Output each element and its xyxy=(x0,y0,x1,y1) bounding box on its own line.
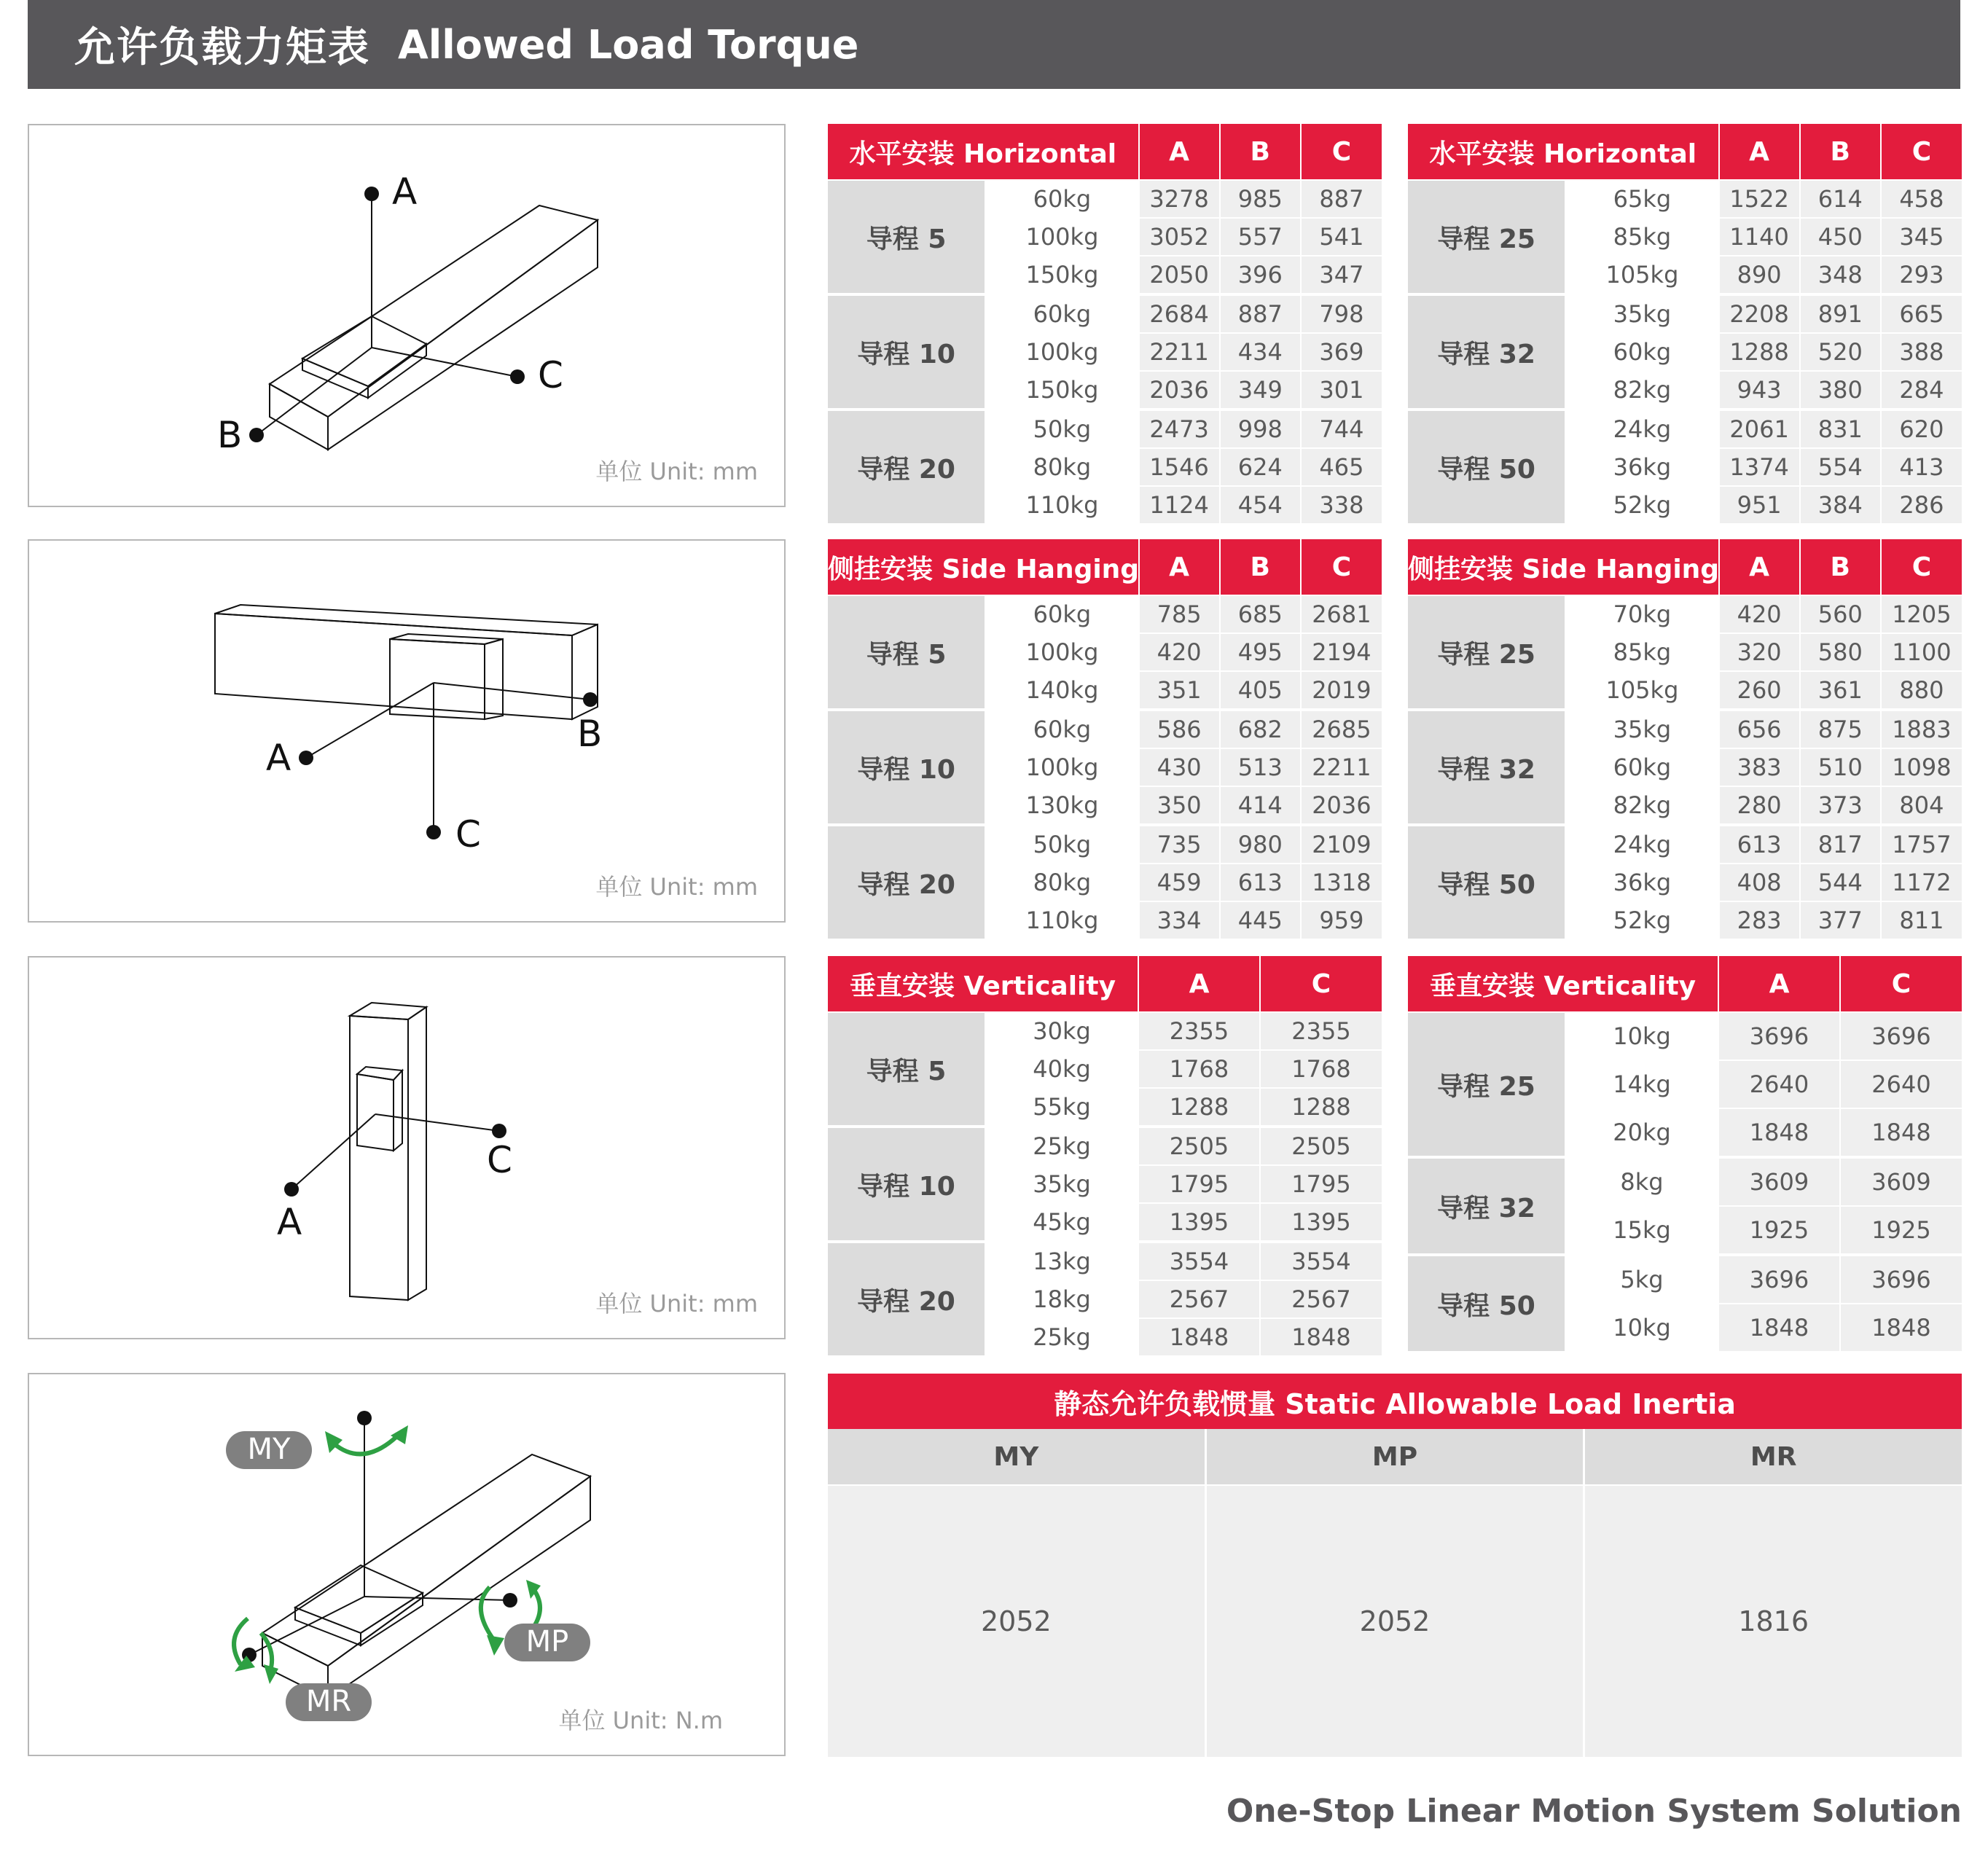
table-row xyxy=(1408,1157,1962,1206)
vertical-rail-drawing xyxy=(29,958,787,1341)
table-side-left xyxy=(828,539,1382,939)
load-cell: 50kg xyxy=(985,825,1138,864)
lead-cell: 导程 25 xyxy=(1408,595,1565,710)
value-cell: 2567 xyxy=(1138,1280,1260,1318)
value-cell: 1546 xyxy=(1139,448,1220,486)
load-cell: 80kg xyxy=(985,864,1138,901)
value-cell: 2211 xyxy=(1301,748,1382,786)
value-cell: 1288 xyxy=(1138,1088,1260,1127)
axis-label-b: B xyxy=(217,414,243,456)
column-header-b: B xyxy=(1800,539,1881,595)
lead-cell: 导程 50 xyxy=(1408,1255,1565,1351)
value-cell: 943 xyxy=(1719,371,1800,410)
value-cell: 985 xyxy=(1220,180,1301,218)
value-cell: 345 xyxy=(1881,218,1962,256)
lead-cell: 导程 10 xyxy=(828,710,985,825)
value-cell: 301 xyxy=(1301,371,1382,410)
load-cell: 150kg xyxy=(985,256,1138,294)
load-cell: 52kg xyxy=(1565,486,1718,523)
banner-title-en: Allowed Load Torque xyxy=(398,21,859,68)
value-cell: 3696 xyxy=(1718,1012,1840,1060)
load-cell: 5kg xyxy=(1565,1255,1718,1304)
table-row xyxy=(1408,825,1962,864)
lead-cell: 导程 10 xyxy=(828,1127,985,1242)
load-cell: 35kg xyxy=(1565,294,1718,333)
table-row xyxy=(1408,410,1962,448)
value-cell: 1883 xyxy=(1881,710,1962,748)
value-cell: 513 xyxy=(1220,748,1301,786)
value-cell: 1848 xyxy=(1718,1108,1840,1157)
value-cell: 785 xyxy=(1139,595,1220,633)
column-header-a: A xyxy=(1719,539,1800,595)
value-cell: 1124 xyxy=(1139,486,1220,523)
lead-cell: 导程 5 xyxy=(828,180,985,294)
value-cell: 1848 xyxy=(1260,1318,1382,1355)
table-title: 垂直安装 Verticality xyxy=(828,956,1138,1012)
load-cell: 105kg xyxy=(1565,671,1718,710)
value-cell: 1768 xyxy=(1138,1050,1260,1088)
value-cell: 388 xyxy=(1881,333,1962,371)
value-cell: 3696 xyxy=(1840,1012,1962,1060)
inertia-value-my: 2052 xyxy=(828,1486,1205,1757)
value-cell: 1925 xyxy=(1840,1206,1962,1255)
value-cell: 2036 xyxy=(1301,786,1382,825)
value-cell: 798 xyxy=(1301,294,1382,333)
inertia-header-my: MY xyxy=(828,1429,1205,1484)
column-header-c: C xyxy=(1260,956,1382,1012)
load-cell: 35kg xyxy=(985,1165,1138,1203)
value-cell: 682 xyxy=(1220,710,1301,748)
value-cell: 350 xyxy=(1139,786,1220,825)
load-cell: 15kg xyxy=(1565,1206,1718,1255)
value-cell: 1522 xyxy=(1719,180,1800,218)
value-cell: 380 xyxy=(1800,371,1881,410)
load-cell: 13kg xyxy=(985,1242,1138,1280)
load-cell: 8kg xyxy=(1565,1157,1718,1206)
value-cell: 614 xyxy=(1800,180,1881,218)
axis-label-a: A xyxy=(266,737,291,779)
load-cell: 82kg xyxy=(1565,786,1718,825)
column-header-a: A xyxy=(1139,539,1220,595)
value-cell: 2681 xyxy=(1301,595,1382,633)
value-cell: 817 xyxy=(1800,825,1881,864)
value-cell: 1172 xyxy=(1881,864,1962,901)
load-cell: 60kg xyxy=(985,180,1138,218)
load-cell: 52kg xyxy=(1565,901,1718,939)
lead-cell: 导程 32 xyxy=(1408,710,1565,825)
value-cell: 293 xyxy=(1881,256,1962,294)
inertia-header-mr: MR xyxy=(1583,1429,1962,1484)
value-cell: 396 xyxy=(1220,256,1301,294)
value-cell: 2194 xyxy=(1301,633,1382,671)
moment-label-mr: MR xyxy=(305,1685,352,1718)
load-cell: 36kg xyxy=(1565,448,1718,486)
value-cell: 951 xyxy=(1719,486,1800,523)
load-cell: 105kg xyxy=(1565,256,1718,294)
table-horizontal-right xyxy=(1408,124,1962,523)
column-header-c: C xyxy=(1301,539,1382,595)
table-horizontal-left xyxy=(828,124,1382,523)
value-cell: 541 xyxy=(1301,218,1382,256)
value-cell: 3696 xyxy=(1840,1255,1962,1304)
load-cell: 80kg xyxy=(985,448,1138,486)
value-cell: 620 xyxy=(1881,410,1962,448)
value-cell: 286 xyxy=(1881,486,1962,523)
value-cell: 3696 xyxy=(1718,1255,1840,1304)
value-cell: 465 xyxy=(1301,448,1382,486)
side-rail-drawing xyxy=(29,541,787,924)
value-cell: 887 xyxy=(1301,180,1382,218)
load-cell: 60kg xyxy=(1565,748,1718,786)
value-cell: 2208 xyxy=(1719,294,1800,333)
value-cell: 450 xyxy=(1800,218,1881,256)
lead-cell: 导程 25 xyxy=(1408,1012,1565,1157)
value-cell: 3609 xyxy=(1840,1157,1962,1206)
value-cell: 413 xyxy=(1881,448,1962,486)
footer-slogan: One-Stop Linear Motion System Solution xyxy=(1226,1793,1962,1830)
load-cell: 82kg xyxy=(1565,371,1718,410)
unit-note: 单位 Unit: mm xyxy=(595,458,758,485)
column-header-a: A xyxy=(1139,124,1220,180)
unit-note: 单位 Unit: mm xyxy=(595,1290,758,1317)
column-header-a: A xyxy=(1718,956,1840,1012)
value-cell: 420 xyxy=(1719,595,1800,633)
value-cell: 613 xyxy=(1220,864,1301,901)
load-cell: 85kg xyxy=(1565,633,1718,671)
value-cell: 383 xyxy=(1719,748,1800,786)
load-cell: 70kg xyxy=(1565,595,1718,633)
value-cell: 458 xyxy=(1881,180,1962,218)
load-cell: 140kg xyxy=(985,671,1138,710)
value-cell: 2473 xyxy=(1139,410,1220,448)
diagram-moment xyxy=(28,1373,786,1756)
value-cell: 373 xyxy=(1800,786,1881,825)
load-cell: 35kg xyxy=(1565,710,1718,748)
value-cell: 420 xyxy=(1139,633,1220,671)
column-header-a: A xyxy=(1719,124,1800,180)
inertia-header-row xyxy=(828,1429,1962,1484)
value-cell: 735 xyxy=(1139,825,1220,864)
load-cell: 60kg xyxy=(985,294,1138,333)
value-cell: 2050 xyxy=(1139,256,1220,294)
value-cell: 2211 xyxy=(1139,333,1220,371)
value-cell: 2567 xyxy=(1260,1280,1382,1318)
load-cell: 85kg xyxy=(1565,218,1718,256)
inertia-value-mp: 2052 xyxy=(1205,1486,1584,1757)
value-cell: 1374 xyxy=(1719,448,1800,486)
load-cell: 45kg xyxy=(985,1203,1138,1242)
load-cell: 40kg xyxy=(985,1050,1138,1088)
value-cell: 2036 xyxy=(1139,371,1220,410)
value-cell: 1925 xyxy=(1718,1206,1840,1255)
value-cell: 1395 xyxy=(1138,1203,1260,1242)
value-cell: 1848 xyxy=(1718,1304,1840,1351)
lead-cell: 导程 25 xyxy=(1408,180,1565,294)
value-cell: 544 xyxy=(1800,864,1881,901)
value-cell: 1848 xyxy=(1138,1318,1260,1355)
value-cell: 349 xyxy=(1220,371,1301,410)
value-cell: 2019 xyxy=(1301,671,1382,710)
value-cell: 384 xyxy=(1800,486,1881,523)
value-cell: 998 xyxy=(1220,410,1301,448)
value-cell: 361 xyxy=(1800,671,1881,710)
value-cell: 586 xyxy=(1139,710,1220,748)
column-header-c: C xyxy=(1881,124,1962,180)
axis-label-a: A xyxy=(277,1201,302,1243)
value-cell: 613 xyxy=(1719,825,1800,864)
value-cell: 554 xyxy=(1800,448,1881,486)
value-cell: 890 xyxy=(1719,256,1800,294)
load-cell: 60kg xyxy=(1565,333,1718,371)
axis-label-a: A xyxy=(392,171,418,213)
value-cell: 2505 xyxy=(1138,1127,1260,1165)
table-title: 垂直安装 Verticality xyxy=(1408,956,1718,1012)
table-title: 侧挂安装 Side Hanging xyxy=(828,539,1139,595)
value-cell: 454 xyxy=(1220,486,1301,523)
table-row xyxy=(1408,1255,1962,1304)
load-cell: 10kg xyxy=(1565,1304,1718,1351)
value-cell: 351 xyxy=(1139,671,1220,710)
load-cell: 55kg xyxy=(985,1088,1138,1127)
load-cell: 100kg xyxy=(985,218,1138,256)
table-row xyxy=(1408,1012,1962,1060)
table-row xyxy=(1408,180,1962,218)
value-cell: 2684 xyxy=(1139,294,1220,333)
load-cell: 60kg xyxy=(985,595,1138,633)
value-cell: 1100 xyxy=(1881,633,1962,671)
value-cell: 334 xyxy=(1139,901,1220,939)
value-cell: 887 xyxy=(1220,294,1301,333)
load-cell: 100kg xyxy=(985,748,1138,786)
value-cell: 408 xyxy=(1719,864,1800,901)
value-cell: 1205 xyxy=(1881,595,1962,633)
value-cell: 1848 xyxy=(1840,1304,1962,1351)
load-cell: 24kg xyxy=(1565,410,1718,448)
table-title: 水平安装 Horizontal xyxy=(828,124,1139,180)
value-cell: 3609 xyxy=(1718,1157,1840,1206)
value-cell: 459 xyxy=(1139,864,1220,901)
table-row xyxy=(1408,294,1962,333)
load-cell: 30kg xyxy=(985,1012,1138,1050)
inertia-value-mr: 1816 xyxy=(1583,1486,1962,1757)
diagram-vertical xyxy=(28,956,786,1339)
value-cell: 320 xyxy=(1719,633,1800,671)
value-cell: 347 xyxy=(1301,256,1382,294)
value-cell: 811 xyxy=(1881,901,1962,939)
value-cell: 2640 xyxy=(1840,1060,1962,1108)
value-cell: 2355 xyxy=(1138,1012,1260,1050)
moment-label-my: MY xyxy=(247,1433,291,1466)
moment-label-mp: MP xyxy=(525,1625,569,1659)
value-cell: 560 xyxy=(1800,595,1881,633)
value-cell: 1318 xyxy=(1301,864,1382,901)
moment-rail-drawing xyxy=(29,1374,787,1758)
load-cell: 60kg xyxy=(985,710,1138,748)
table-row xyxy=(828,180,1382,218)
value-cell: 3554 xyxy=(1138,1242,1260,1280)
value-cell: 980 xyxy=(1220,825,1301,864)
diagram-side-hanging xyxy=(28,539,786,923)
table-row xyxy=(828,710,1382,748)
lead-cell: 导程 20 xyxy=(828,1242,985,1355)
load-cell: 25kg xyxy=(985,1127,1138,1165)
load-cell: 20kg xyxy=(1565,1108,1718,1157)
table-row xyxy=(828,294,1382,333)
value-cell: 875 xyxy=(1800,710,1881,748)
load-cell: 100kg xyxy=(985,633,1138,671)
table-side-right xyxy=(1408,539,1962,939)
value-cell: 831 xyxy=(1800,410,1881,448)
axis-label-c: C xyxy=(538,354,563,396)
lead-cell: 导程 32 xyxy=(1408,294,1565,410)
value-cell: 624 xyxy=(1220,448,1301,486)
value-cell: 338 xyxy=(1301,486,1382,523)
inertia-header-mp: MP xyxy=(1205,1429,1584,1484)
table-row xyxy=(828,1012,1382,1050)
value-cell: 520 xyxy=(1800,333,1881,371)
table-row xyxy=(1408,595,1962,633)
value-cell: 369 xyxy=(1301,333,1382,371)
value-cell: 880 xyxy=(1881,671,1962,710)
lead-cell: 导程 20 xyxy=(828,825,985,939)
table-row xyxy=(828,1127,1382,1165)
value-cell: 2505 xyxy=(1260,1127,1382,1165)
value-cell: 510 xyxy=(1800,748,1881,786)
load-cell: 14kg xyxy=(1565,1060,1718,1108)
value-cell: 580 xyxy=(1800,633,1881,671)
load-cell: 36kg xyxy=(1565,864,1718,901)
load-cell: 110kg xyxy=(985,486,1138,523)
value-cell: 405 xyxy=(1220,671,1301,710)
value-cell: 434 xyxy=(1220,333,1301,371)
axis-label-c: C xyxy=(455,813,481,855)
value-cell: 3278 xyxy=(1139,180,1220,218)
inertia-title: 静态允许负载惯量 Static Allowable Load Inertia xyxy=(828,1374,1962,1429)
value-cell: 430 xyxy=(1139,748,1220,786)
load-cell: 25kg xyxy=(985,1318,1138,1355)
inertia-value-row xyxy=(828,1486,1962,1757)
load-cell: 18kg xyxy=(985,1280,1138,1318)
table-row xyxy=(828,825,1382,864)
table-title: 侧挂安装 Side Hanging xyxy=(1408,539,1719,595)
lead-cell: 导程 32 xyxy=(1408,1157,1565,1255)
load-cell: 10kg xyxy=(1565,1012,1718,1060)
column-header-c: C xyxy=(1840,956,1962,1012)
value-cell: 557 xyxy=(1220,218,1301,256)
value-cell: 414 xyxy=(1220,786,1301,825)
value-cell: 1288 xyxy=(1719,333,1800,371)
value-cell: 665 xyxy=(1881,294,1962,333)
value-cell: 3052 xyxy=(1139,218,1220,256)
value-cell: 891 xyxy=(1800,294,1881,333)
value-cell: 656 xyxy=(1719,710,1800,748)
table-vertical-left xyxy=(828,956,1382,1355)
value-cell: 1098 xyxy=(1881,748,1962,786)
table-vertical-right xyxy=(1408,956,1962,1351)
page-banner xyxy=(28,0,1960,89)
axis-label-b: B xyxy=(577,713,603,755)
table-row xyxy=(828,595,1382,633)
value-cell: 804 xyxy=(1881,786,1962,825)
lead-cell: 导程 5 xyxy=(828,1012,985,1127)
banner-title-zh: 允许负载力矩表 xyxy=(74,24,370,71)
column-header-a: A xyxy=(1138,956,1260,1012)
value-cell: 2685 xyxy=(1301,710,1382,748)
value-cell: 744 xyxy=(1301,410,1382,448)
value-cell: 2109 xyxy=(1301,825,1382,864)
value-cell: 1768 xyxy=(1260,1050,1382,1088)
horizontal-rail-drawing xyxy=(29,125,787,509)
value-cell: 959 xyxy=(1301,901,1382,939)
lead-cell: 导程 50 xyxy=(1408,410,1565,523)
load-cell: 100kg xyxy=(985,333,1138,371)
load-cell: 65kg xyxy=(1565,180,1718,218)
value-cell: 260 xyxy=(1719,671,1800,710)
value-cell: 2061 xyxy=(1719,410,1800,448)
value-cell: 2640 xyxy=(1718,1060,1840,1108)
column-header-b: B xyxy=(1220,539,1301,595)
value-cell: 1795 xyxy=(1260,1165,1382,1203)
value-cell: 284 xyxy=(1881,371,1962,410)
value-cell: 2355 xyxy=(1260,1012,1382,1050)
table-row xyxy=(1408,710,1962,748)
column-header-b: B xyxy=(1800,124,1881,180)
table-title: 水平安装 Horizontal xyxy=(1408,124,1719,180)
value-cell: 283 xyxy=(1719,901,1800,939)
load-cell: 110kg xyxy=(985,901,1138,939)
value-cell: 445 xyxy=(1220,901,1301,939)
axis-label-c: C xyxy=(487,1139,512,1181)
table-row xyxy=(828,1242,1382,1280)
lead-cell: 导程 50 xyxy=(1408,825,1565,939)
load-cell: 150kg xyxy=(985,371,1138,410)
value-cell: 1140 xyxy=(1719,218,1800,256)
lead-cell: 导程 10 xyxy=(828,294,985,410)
lead-cell: 导程 20 xyxy=(828,410,985,523)
load-cell: 130kg xyxy=(985,786,1138,825)
unit-note: 单位 Unit: mm xyxy=(595,873,758,901)
value-cell: 1288 xyxy=(1260,1088,1382,1127)
load-cell: 50kg xyxy=(985,410,1138,448)
unit-note: 单位 Unit: N.m xyxy=(558,1707,723,1734)
value-cell: 1757 xyxy=(1881,825,1962,864)
value-cell: 3554 xyxy=(1260,1242,1382,1280)
value-cell: 280 xyxy=(1719,786,1800,825)
table-row xyxy=(828,410,1382,448)
value-cell: 1395 xyxy=(1260,1203,1382,1242)
value-cell: 348 xyxy=(1800,256,1881,294)
value-cell: 377 xyxy=(1800,901,1881,939)
lead-cell: 导程 5 xyxy=(828,595,985,710)
column-header-c: C xyxy=(1301,124,1382,180)
value-cell: 1795 xyxy=(1138,1165,1260,1203)
value-cell: 685 xyxy=(1220,595,1301,633)
diagram-horizontal xyxy=(28,124,786,507)
value-cell: 495 xyxy=(1220,633,1301,671)
load-cell: 24kg xyxy=(1565,825,1718,864)
column-header-b: B xyxy=(1220,124,1301,180)
value-cell: 1848 xyxy=(1840,1108,1962,1157)
column-header-c: C xyxy=(1881,539,1962,595)
